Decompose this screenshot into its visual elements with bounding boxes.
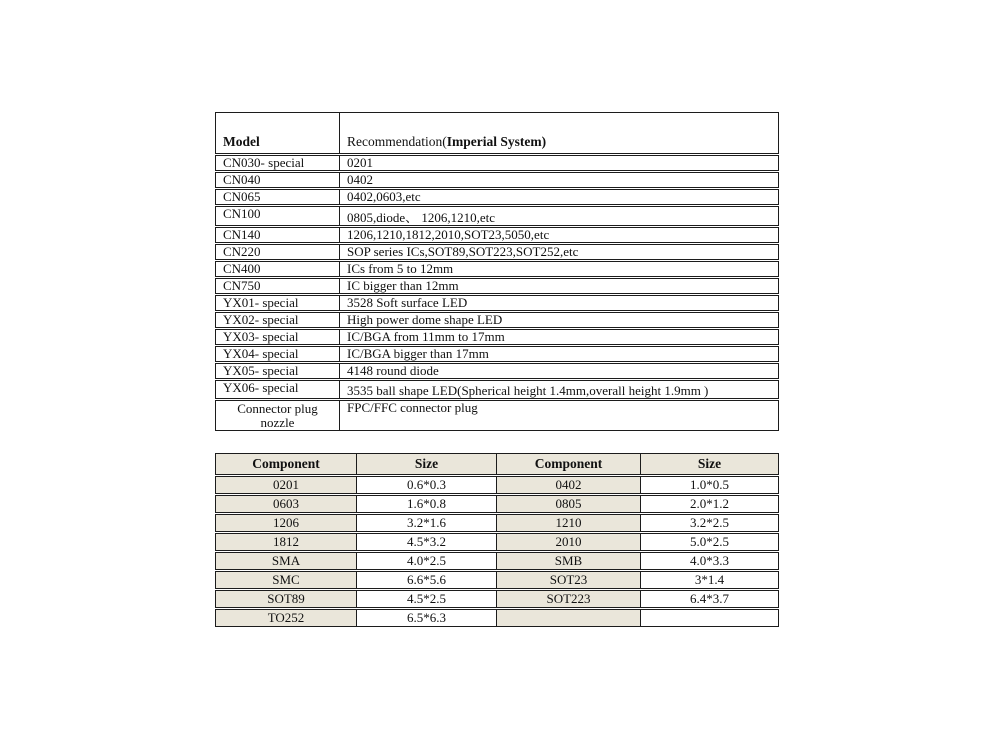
model-cell: CN750 [216,279,340,293]
model-cell: YX02- special [216,313,340,327]
size-cell: 3.2*2.5 [690,515,729,530]
table-row [215,278,779,294]
model-cell: CN030- special [216,156,340,170]
component-cell: SOT23 [497,572,641,588]
table-row [215,380,779,399]
table-row [215,571,779,589]
recommendation-header-cell [340,113,778,153]
recommendation-cell: IC/BGA from 11mm to 17mm [347,330,505,344]
table-row [215,400,779,431]
table-row [215,172,779,188]
model-cell: CN040 [216,173,340,187]
recommendation-cell: 0201 [347,156,373,170]
size-cell: 4.5*3.2 [357,534,497,550]
recommendation-cell: 1206,1210,1812,2010,SOT23,5050,etc [347,228,550,242]
table-row [215,552,779,570]
table-row [215,533,779,551]
model-cell: YX04- special [216,347,340,361]
recommendation-cell: High power dome shape LED [347,313,503,327]
size-cell [641,610,778,626]
component-cell: SMC [216,572,357,588]
component-cell [497,610,641,626]
model-cell: CN220 [216,245,340,259]
recommendation-cell: 3535 ball shape LED(Spherical height 1.4mm,overall height 1.9mm ) [347,383,709,398]
table2-body [215,476,779,627]
model-cell: CN400 [216,262,340,276]
component-cell: 2010 [497,534,641,550]
table-row [215,329,779,345]
size-cell: 1.0*0.5 [690,477,729,492]
size-header-cell: Size [641,454,778,474]
component-cell: SOT89 [216,591,357,607]
table-row [215,244,779,260]
table-row [215,346,779,362]
recommendation-header-bold: Imperial System) [446,134,547,149]
model-cell: CN065 [216,190,340,204]
recommendation-cell: 0805,diode、 1206,1210,etc [347,210,496,225]
component-cell: 1210 [497,515,641,531]
size-header-cell: Size [357,454,497,474]
table-row [215,363,779,379]
size-cell: 6.4*3.7 [690,591,729,606]
recommendation-cell: 0402,0603,etc [347,190,421,204]
table1-body [215,155,779,431]
recommendation-cell: 4148 round diode [347,364,439,378]
size-cell: 0.6*0.3 [357,477,497,493]
model-cell: YX03- special [216,330,340,344]
component-cell: SOT223 [497,591,641,607]
table-row [215,476,779,494]
recommendation-cell: FPC/FFC connector plug [347,401,478,415]
component-cell: 0603 [216,496,357,512]
size-cell: 3.2*1.6 [357,515,497,531]
component-cell: TO252 [216,610,357,626]
table-row [215,227,779,243]
table-row [215,514,779,532]
model-header-cell: Model [216,113,340,153]
table-row [215,609,779,627]
model-cell-line2: nozzle [260,415,295,430]
model-cell-line1: Connector plug [237,401,318,416]
table-row [215,312,779,328]
component-cell: 0805 [497,496,641,512]
recommendation-cell: ICs from 5 to 12mm [347,262,454,276]
size-cell: 2.0*1.2 [690,496,729,511]
component-cell: 1206 [216,515,357,531]
component-header-cell: Component [497,454,641,474]
model-cell: CN140 [216,228,340,242]
recommendation-cell: SOP series ICs,SOT89,SOT223,SOT252,etc [347,245,579,259]
model-recommendation-table [215,112,779,432]
size-cell: 4.0*3.3 [690,553,729,568]
table-row [215,495,779,513]
model-cell: YX06- special [216,381,340,398]
size-cell: 3*1.4 [694,572,725,587]
component-size-table [215,453,779,628]
size-cell: 6.5*6.3 [357,610,497,626]
component-cell: 0402 [497,477,641,493]
size-cell: 4.5*2.5 [357,591,497,607]
size-cell: 5.0*2.5 [690,534,729,549]
size-cell: 4.0*2.5 [357,553,497,569]
table2-header-row [215,453,779,475]
table-row [215,295,779,311]
model-cell [216,401,340,430]
size-cell: 6.6*5.6 [357,572,497,588]
table-row [215,206,779,226]
model-cell: YX01- special [216,296,340,310]
component-cell: SMA [216,553,357,569]
model-cell: CN100 [216,207,340,225]
component-cell: SMB [497,553,641,569]
recommendation-cell: IC bigger than 12mm [347,279,459,293]
size-cell: 1.6*0.8 [357,496,497,512]
table-row [215,261,779,277]
component-cell: 1812 [216,534,357,550]
recommendation-cell: IC/BGA bigger than 17mm [347,347,489,361]
table-row [215,590,779,608]
component-cell: 0201 [216,477,357,493]
recommendation-cell: 0402 [347,173,373,187]
model-cell: YX05- special [216,364,340,378]
recommendation-cell: 3528 Soft surface LED [347,296,468,310]
recommendation-header-prefix: Recommendation( [347,134,447,149]
table-row [215,155,779,171]
table1-header-row [215,112,779,154]
component-header-cell: Component [216,454,357,474]
table-row [215,189,779,205]
